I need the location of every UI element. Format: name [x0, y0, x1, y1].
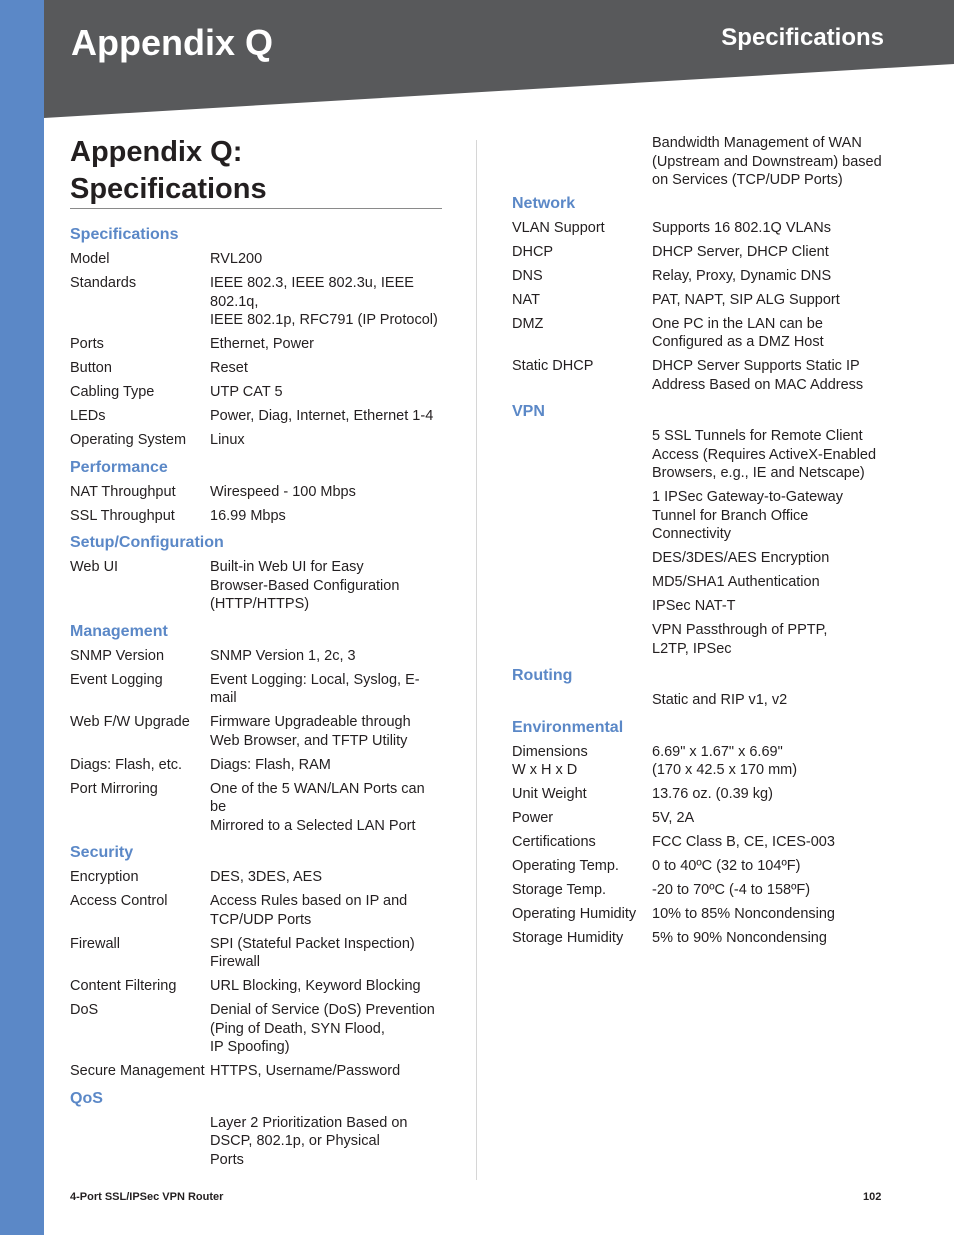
- section-heading: VPN: [512, 403, 545, 420]
- spec-value: Layer 2 Prioritization Based on DSCP, 802.1p, or Physical Ports: [210, 1114, 408, 1168]
- spec-value: 5V, 2A: [652, 810, 695, 826]
- spec-key: NAT: [512, 291, 540, 308]
- page-title: [70, 134, 442, 209]
- spec-row: [70, 250, 442, 269]
- spec-value: DES, 3DES, AES: [210, 869, 323, 885]
- spec-value: One of the 5 WAN/LAN Ports can be Mirrored to a Selected LAN Port: [210, 780, 425, 834]
- spec-value: Ethernet, Power: [210, 336, 314, 352]
- spec-value: VPN Passthrough of PPTP, L2TP, IPSec: [652, 622, 828, 657]
- spec-value: RVL200: [210, 251, 263, 267]
- section-heading: Setup/Configuration: [70, 534, 224, 551]
- spec-key: Port Mirroring: [70, 780, 158, 797]
- spec-row: [70, 977, 442, 996]
- spec-value: 10% to 85% Noncondensing: [652, 906, 835, 922]
- spec-key: DMZ: [512, 315, 544, 332]
- spec-key: Operating Temp.: [512, 858, 619, 874]
- left-sections: [70, 225, 442, 1169]
- spec-key: [512, 427, 652, 483]
- spec-row: [70, 431, 442, 450]
- spec-key: [70, 1114, 210, 1170]
- section-heading: Specifications: [70, 226, 179, 243]
- spec-row: [70, 383, 442, 402]
- header-title: Appendix Q: [71, 22, 274, 63]
- spec-value: 16.99 Mbps: [210, 507, 286, 524]
- spec-value: PAT, NAPT, SIP ALG Support: [652, 291, 840, 308]
- column-divider: [476, 140, 477, 1180]
- spec-row: [512, 833, 892, 852]
- spec-row: [512, 621, 892, 658]
- spec-value: Reset: [210, 360, 248, 376]
- spec-key: Ports: [70, 336, 104, 352]
- section-heading: Network: [512, 194, 576, 212]
- spec-value: DES/3DES/AES Encryption: [652, 550, 830, 566]
- spec-row: [70, 713, 442, 750]
- spec-row: [70, 868, 442, 887]
- spec-key: Event Logging: [70, 671, 163, 688]
- spec-key: [512, 549, 652, 568]
- spec-key: Unit Weight: [512, 786, 587, 802]
- spec-value: IPSec NAT-T: [652, 598, 736, 614]
- spec-row: [70, 756, 442, 775]
- spec-key: Power: [512, 810, 554, 826]
- spec-value: 0 to 40ºC (32 to 104ºF): [652, 858, 801, 874]
- right-column: [512, 134, 892, 953]
- spec-value: Relay, Proxy, Dynamic DNS: [652, 267, 832, 284]
- page-header: [44, 0, 954, 118]
- spec-value: UTP CAT 5: [210, 384, 283, 400]
- spec-row: [70, 407, 442, 426]
- spec-key: Cabling Type: [70, 384, 155, 400]
- spec-key: Diags: Flash, etc.: [70, 756, 183, 773]
- spec-key: NAT Throughput: [70, 483, 176, 500]
- spec-key: [512, 134, 652, 190]
- spec-row: [70, 647, 442, 666]
- section-heading: Performance: [70, 458, 168, 476]
- spec-row: [70, 1001, 442, 1057]
- spec-row: [512, 134, 892, 190]
- spec-key: SNMP Version: [70, 647, 165, 664]
- spec-key: Static DHCP: [512, 358, 594, 374]
- spec-key: Standards: [70, 275, 137, 291]
- spec-value: SPI (Stateful Packet Inspection) Firewall: [210, 935, 415, 970]
- page-title-line2: Specifications: [70, 173, 267, 205]
- spec-key: DHCP: [512, 243, 554, 260]
- spec-row: [70, 483, 442, 502]
- spec-key: Content Filtering: [70, 978, 177, 994]
- spec-key: Firewall: [70, 935, 120, 952]
- section-heading: Management: [70, 622, 168, 640]
- spec-row: [512, 357, 892, 394]
- spec-key: [512, 573, 652, 592]
- spec-key: [512, 691, 652, 710]
- spec-key: [512, 621, 652, 658]
- spec-value: Diags: Flash, RAM: [210, 756, 331, 773]
- section-heading: QoS: [70, 1089, 103, 1107]
- spec-key: Storage Humidity: [512, 930, 624, 946]
- spec-key: Model: [70, 251, 110, 267]
- spec-row: [512, 691, 892, 710]
- spec-row: [70, 558, 442, 614]
- spec-value: -20 to 70ºC (-4 to 158ºF): [652, 882, 811, 898]
- spec-row: [512, 267, 892, 286]
- spec-value: HTTPS, Username/Password: [210, 1063, 401, 1079]
- spec-row: [512, 857, 892, 876]
- spec-key: Operating System: [70, 432, 187, 448]
- spec-value: Linux: [210, 432, 245, 448]
- section-heading: Environmental: [512, 718, 624, 736]
- spec-row: [512, 243, 892, 262]
- spec-key: LEDs: [70, 408, 106, 424]
- spec-row: [512, 219, 892, 238]
- spec-row: [70, 892, 442, 929]
- spec-value: Static and RIP v1, v2: [652, 692, 788, 708]
- spec-row: [512, 785, 892, 804]
- spec-key: Storage Temp.: [512, 882, 607, 898]
- spec-key: Web UI: [70, 559, 119, 575]
- spec-row: [70, 1062, 442, 1081]
- spec-row: [512, 597, 892, 616]
- spec-key: Button: [70, 360, 112, 376]
- spec-row: [512, 427, 892, 483]
- spec-row: [512, 549, 892, 568]
- spec-key: [512, 488, 652, 544]
- spec-row: [512, 573, 892, 592]
- spec-key: Operating Humidity: [512, 906, 637, 922]
- spec-row: [512, 809, 892, 828]
- left-column: [70, 134, 442, 1175]
- page-title-line1: Appendix Q:: [70, 136, 243, 168]
- spec-row: [70, 359, 442, 378]
- spec-value: Power, Diag, Internet, Ethernet 1-4: [210, 408, 434, 424]
- spec-row: [70, 935, 442, 972]
- spec-value: 1 IPSec Gateway-to-Gateway Tunnel for Branch Office Connectivity: [652, 489, 843, 542]
- spec-row: [512, 929, 892, 948]
- spec-key: DoS: [70, 1002, 99, 1018]
- spec-row: [70, 671, 442, 708]
- spec-value: One PC in the LAN can be Configured as a DMZ Host: [652, 315, 824, 350]
- spec-row: [70, 507, 442, 526]
- spec-row: [512, 315, 892, 352]
- spec-key: VLAN Support: [512, 219, 605, 236]
- spec-value: Firmware Upgradeable through Web Browser, and TFTP Utility: [210, 714, 411, 749]
- spec-row: [512, 905, 892, 924]
- spec-key: Certifications: [512, 834, 596, 850]
- spec-key: Web F/W Upgrade: [70, 714, 190, 730]
- right-sections: [512, 194, 892, 948]
- spec-value: MD5/SHA1 Authentication: [652, 574, 820, 590]
- spec-row: [70, 780, 442, 836]
- spec-key: DNS: [512, 267, 543, 284]
- spec-value: SNMP Version 1, 2c, 3: [210, 647, 356, 664]
- section-heading: Security: [70, 844, 134, 861]
- spec-row: [512, 743, 892, 780]
- spec-value: Event Logging: Local, Syslog, E-mail: [210, 671, 420, 706]
- footer-page-number: 102: [863, 1191, 882, 1203]
- spec-key: Access Control: [70, 893, 168, 909]
- spec-value: Access Rules based on IP and TCP/UDP Ports: [210, 893, 408, 928]
- spec-value: Bandwidth Management of WAN (Upstream and Downstream) based on Services (TCP/UDP Ports): [652, 135, 882, 188]
- spec-row: [70, 1114, 442, 1170]
- spec-value: FCC Class B, CE, ICES-003: [652, 834, 835, 850]
- left-accent-bar: [0, 0, 44, 1235]
- spec-value: IEEE 802.3, IEEE 802.3u, IEEE 802.1q, IEEE 802.1p, RFC791 (IP Protocol): [210, 275, 438, 328]
- section-heading: Routing: [512, 667, 573, 684]
- spec-value: Supports 16 802.1Q VLANs: [652, 219, 831, 236]
- spec-value: URL Blocking, Keyword Blocking: [210, 978, 421, 994]
- spec-key: Encryption: [70, 869, 139, 885]
- spec-row: [512, 488, 892, 544]
- spec-value: 5% to 90% Noncondensing: [652, 930, 827, 946]
- spec-row: [70, 335, 442, 354]
- footer-product-name: 4-Port SSL/IPSec VPN Router: [70, 1191, 224, 1203]
- spec-value: 13.76 oz. (0.39 kg): [652, 786, 773, 802]
- spec-key: Dimensions W x H x D: [512, 743, 588, 778]
- spec-key: Secure Management: [70, 1063, 205, 1079]
- spec-value: Wirespeed - 100 Mbps: [210, 483, 356, 500]
- spec-row: [512, 291, 892, 310]
- spec-value: Built-in Web UI for Easy Browser-Based Configuration (HTTP/HTTPS): [210, 559, 400, 612]
- header-section-name: Specifications: [721, 24, 884, 51]
- spec-value: DHCP Server, DHCP Client: [652, 243, 829, 260]
- spec-value: 5 SSL Tunnels for Remote Client Access (Requires ActiveX-Enabled Browsers, e.g., IE and Netscape): [652, 428, 877, 481]
- spec-value: DHCP Server Supports Static IP Address Based on MAC Address: [652, 358, 864, 393]
- spec-row: [512, 881, 892, 900]
- spec-row: [70, 274, 442, 330]
- spec-value: 6.69" x 1.67" x 6.69" (170 x 42.5 x 170 mm): [652, 743, 798, 778]
- spec-key: SSL Throughput: [70, 507, 175, 524]
- spec-key: [512, 597, 652, 616]
- spec-value: Denial of Service (DoS) Prevention (Ping of Death, SYN Flood, IP Spoofing): [210, 1002, 435, 1055]
